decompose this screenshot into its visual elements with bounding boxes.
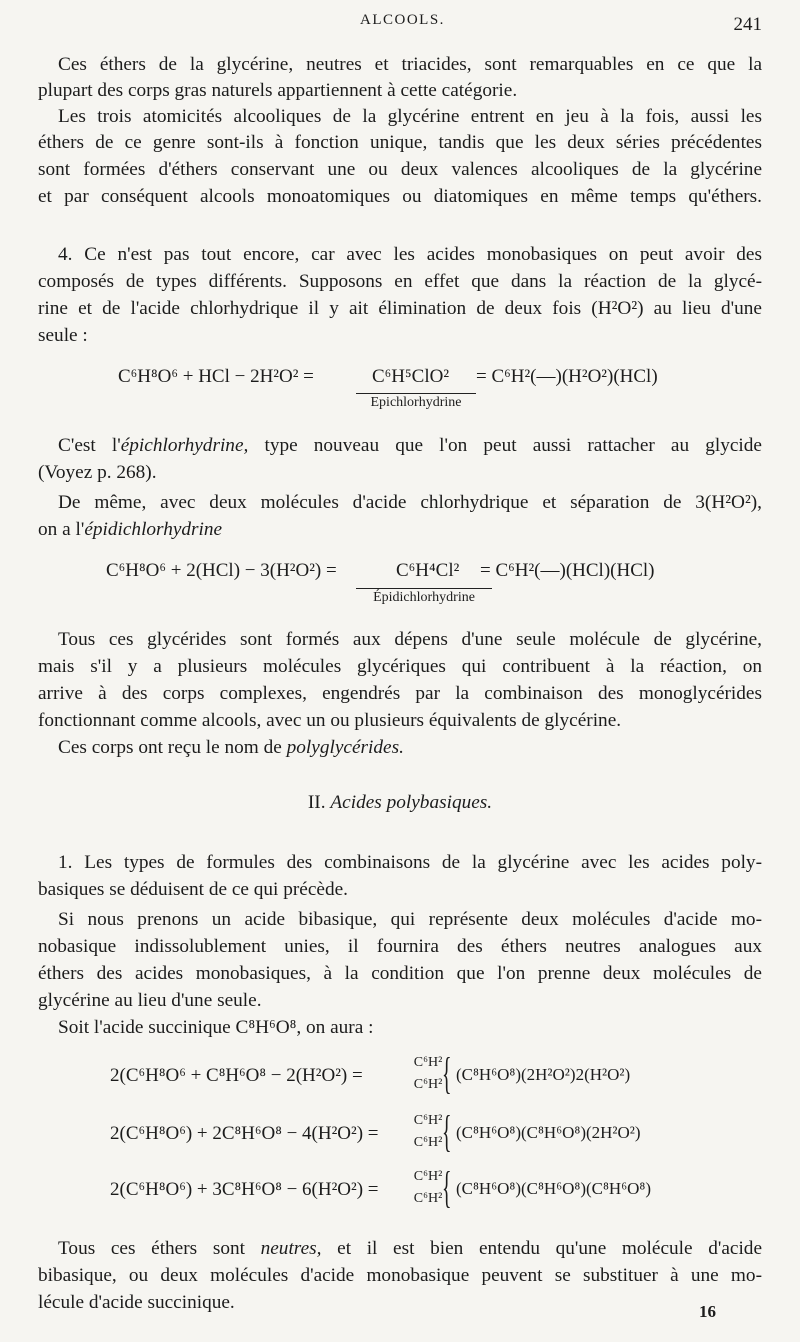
equation-row — [110, 1049, 690, 1108]
paragraph-line: 1. Les types de formules des combinaisons de la glycérine avec les acides poly- — [58, 852, 762, 873]
paragraph-line: glycérine au lieu d'une seule. — [38, 990, 262, 1011]
paragraph-line: sont formées d'éthers conservant une ou deux valences alcooliques de la glycérine — [38, 159, 762, 180]
right-brace-icon: { — [442, 1107, 452, 1156]
paragraph-line: composés de types différents. Supposons en effet que dans la réaction de la glycé- — [38, 271, 762, 292]
formula-label: Épidichlorhydrine — [356, 588, 492, 606]
paragraph-line: 4. Ce n'est pas tout encore, car avec les acides monobasiques on peut avoir des — [58, 244, 762, 265]
page-number: 241 — [733, 14, 762, 35]
paragraph-line: plupart des corps gras naturels appartiennent à cette catégorie. — [38, 80, 518, 101]
equation-rhs: (C⁸H⁶O⁸)(2H²O²)2(H²O²) — [456, 1065, 631, 1084]
paragraph-line: Tous ces glycérides sont formés aux dépens d'une seule molécule de glycérine, — [58, 629, 762, 650]
paragraph-line: et par conséquent alcools monoatomiques ou diatomiques en même temps qu'éthers. — [38, 186, 762, 207]
page-header — [0, 10, 800, 34]
formula-right: = C⁶H²(—)(H²O²)(HCl) — [476, 366, 658, 387]
formula-left: C⁶H⁸O⁶ + HCl − 2H²O² = — [118, 366, 314, 387]
paragraph-line: nobasique indissolublement unies, il fournira des éthers neutres analogues aux — [38, 936, 762, 957]
paragraph-line: Si nous prenons un acide bibasique, qui représente deux molécules d'acide mo- — [58, 909, 762, 930]
right-brace-icon: { — [442, 1049, 452, 1098]
paragraph-line: Ces corps ont reçu le nom de polyglycérides. — [58, 737, 404, 758]
equation-lhs: 2(C⁶H⁸O⁶) + 3C⁸H⁶O⁸ − 6(H²O²) = — [110, 1179, 379, 1200]
paragraph-line: seule : — [38, 325, 88, 346]
paragraph-line: mais s'il y a plusieurs molécules glycériques qui contribuent à la réaction, on — [38, 656, 762, 677]
formula-middle: C⁶H⁴Cl² — [396, 560, 460, 581]
paragraph-line: éthers des acides monobasiques, à la condition que l'on prenne deux molécules de — [38, 963, 762, 984]
paragraph-line: Les trois atomicités alcooliques de la glycérine entrent en jeu à la fois, aussi les — [58, 106, 762, 127]
paragraph-line: Ces éthers de la glycérine, neutres et triacides, sont remarquables en ce que la — [58, 54, 762, 75]
equation-row — [110, 1163, 690, 1222]
right-brace-icon: { — [442, 1163, 452, 1212]
running-title: ALCOOLS. — [360, 12, 445, 28]
paragraph-line: Tous ces éthers sont neutres, et il est bien entendu qu'une molécule d'acide — [58, 1238, 762, 1259]
formula-middle: C⁶H⁵ClO² — [372, 366, 450, 387]
equation-rhs: (C⁸H⁶O⁸)(C⁸H⁶O⁸)(2H²O²) — [456, 1123, 641, 1142]
formula-label: Epichlorhydrine — [356, 393, 476, 411]
paragraph-line: C'est l'épichlorhydrine, type nouveau que l'on peut aussi rattacher au glycide — [58, 435, 762, 456]
paragraph-line: lécule d'acide succinique. — [38, 1292, 235, 1313]
paragraph-line: bibasique, ou deux molécules d'acide monobasique peuvent se substituer à une mo- — [38, 1265, 762, 1286]
equation-stack: C⁶H² C⁶H² — [413, 1169, 443, 1206]
equation-rhs: (C⁸H⁶O⁸)(C⁸H⁶O⁸)(C⁸H⁶O⁸) — [456, 1179, 651, 1198]
paragraph-line: (Voyez p. 268). — [38, 462, 157, 483]
paragraph-line: basiques se déduisent de ce qui précède. — [38, 879, 348, 900]
paragraph-line: on a l'épidichlorhydrine — [38, 519, 223, 540]
equation-stack: C⁶H² C⁶H² — [413, 1113, 443, 1150]
equation-stack: C⁶H² C⁶H² — [413, 1055, 443, 1092]
section-heading: II. Acides polybasiques. — [307, 792, 493, 813]
paragraph-line: fonctionnant comme alcools, avec un ou plusieurs équivalents de glycérine. — [38, 710, 622, 731]
signature-mark: 16 — [699, 1302, 716, 1321]
equation-lhs: 2(C⁶H⁸O⁶ + C⁸H⁶O⁸ − 2(H²O²) = — [110, 1065, 363, 1086]
paragraph-line: éthers de ce genre sont-ils à fonction unique, tandis que les deux séries précédentes — [38, 132, 762, 153]
equation-lhs: 2(C⁶H⁸O⁶) + 2C⁸H⁶O⁸ − 4(H²O²) = — [110, 1123, 379, 1144]
paragraph-line: De même, avec deux molécules d'acide chlorhydrique et séparation de 3(H²O²), — [58, 492, 762, 513]
equation-row — [110, 1107, 690, 1166]
formula-right: = C⁶H²(—)(HCl)(HCl) — [480, 560, 655, 581]
paragraph-line: arrive à des corps complexes, engendrés par la combinaison des monoglycérides — [38, 683, 762, 704]
paragraph-line: Soit l'acide succinique C⁸H⁶O⁸, on aura : — [58, 1017, 374, 1038]
formula-left: C⁶H⁸O⁶ + 2(HCl) − 3(H²O²) = — [106, 560, 337, 581]
paragraph-line: rine et de l'acide chlorhydrique il y ait élimination de deux fois (H²O²) au lieu d'une — [38, 298, 762, 319]
